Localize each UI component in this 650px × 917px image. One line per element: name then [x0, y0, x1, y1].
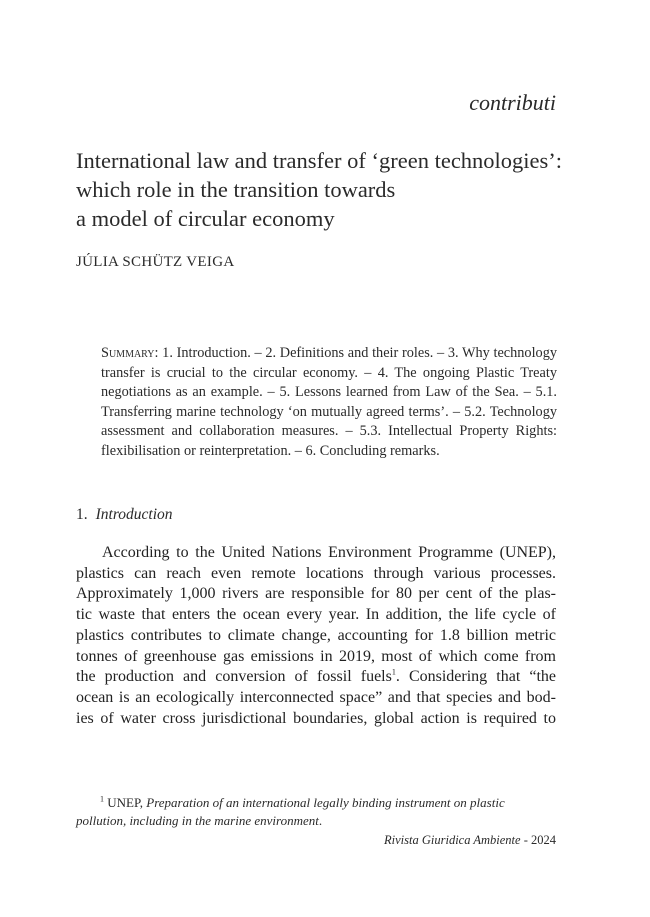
- paragraph-line: tonnes of greenhouse gas emissions in 2019, most of which come from: [76, 647, 556, 665]
- journal-name: Rivista Giuridica Ambiente: [384, 833, 521, 847]
- footnote-line: [76, 794, 556, 812]
- footnote-number: 1: [100, 794, 104, 804]
- running-footer: [384, 833, 556, 848]
- body-paragraph: [76, 543, 556, 729]
- article-author: JÚLIA SCHÜTZ VEIGA: [76, 254, 235, 270]
- article-title-line: a model of circular economy: [76, 206, 335, 231]
- article-title-line: which role in the transition towards: [76, 177, 396, 202]
- footnote-title: Preparation of an international legally binding instrument on plastic: [146, 795, 505, 810]
- footnote-end: .: [318, 813, 323, 828]
- summary-label: Summary:: [101, 345, 159, 361]
- section-number: 1.: [76, 506, 88, 523]
- paragraph-line: tic waste that enters the ocean every year. In addition, the life cycle of: [76, 606, 556, 624]
- paragraph-line: ocean is an ecologically interconnected space” and that species and bod-: [76, 688, 556, 706]
- footnote-author: UNEP,: [107, 795, 144, 810]
- article-title: [76, 146, 576, 233]
- footnote-line: [76, 812, 556, 830]
- paragraph-line: According to the United Nations Environment Programme (UNEP),: [102, 544, 556, 561]
- section-heading: [76, 506, 173, 524]
- section-label: contributi: [469, 90, 556, 115]
- summary-text: 1. Introduction. – 2. Definitions and their roles. – 3. Why technology transfer is crucial to the circular economy. – 4. The ongoing Plastic Treaty negotiations as an example. – 5. Lessons learned from Law of the Sea. – 5.1. Transferring marine technology ‘on mutually agreed terms’. – 5.2. Technology assessment and collaboration measures. – 5.3. Intellectual Property Rights: flexibilisation or reinterpretation. – 6. Concluding remarks.: [101, 345, 557, 459]
- footnote-ref[interactable]: 1: [391, 667, 396, 677]
- paragraph-line-text: . Considering that “the: [395, 668, 557, 686]
- paragraph-line: Approximately 1,000 rivers are responsible for 80 per cent of the plas-: [76, 585, 556, 603]
- section-title: Introduction: [95, 506, 173, 523]
- paragraph-line-text: the production and conversion of fossil fuels: [76, 668, 392, 686]
- journal-year: 2024: [531, 833, 556, 847]
- paragraph-line: plastics contributes to climate change, accounting for 1.8 billion metric: [76, 626, 556, 644]
- paragraph-line: plastics can reach even remote locations through various processes.: [76, 564, 556, 582]
- paragraph-line: ies of water cross jurisdictional boundaries, global action is required to: [76, 709, 556, 727]
- footnote: [76, 794, 556, 830]
- footnote-title: pollution, including in the marine environment: [76, 813, 319, 828]
- summary-block: [101, 344, 557, 462]
- paragraph-line: [76, 667, 556, 688]
- footer-separator: -: [520, 833, 531, 847]
- article-title-line: International law and transfer of ‘green technologies’:: [76, 148, 563, 173]
